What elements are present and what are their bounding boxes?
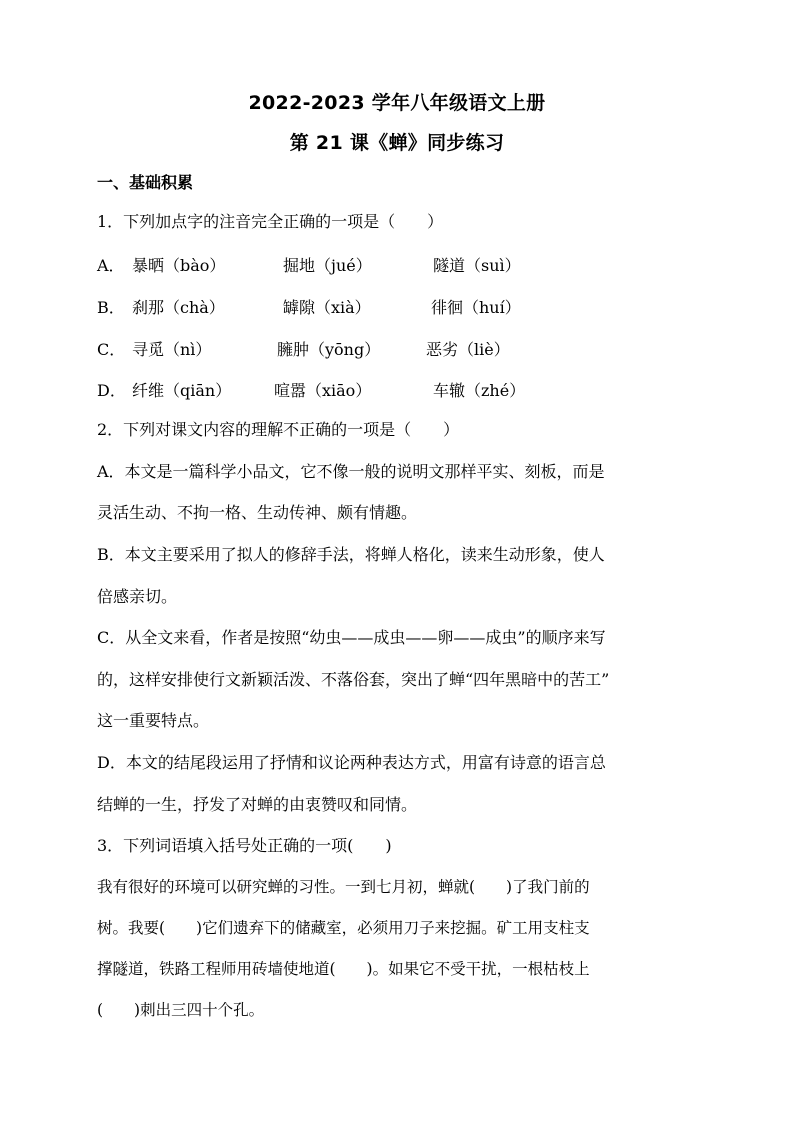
option-item: 隧道（suì）: [433, 256, 521, 275]
question-2-stem: 2．下列对课文内容的理解不正确的一项是（ ）: [97, 420, 460, 439]
option-item: 掘地（jué）: [283, 256, 372, 275]
option-label: D．: [97, 381, 126, 400]
section-heading: 一、基础积累: [97, 173, 194, 192]
option-item: 车辙（zhé）: [433, 381, 526, 400]
option-item: 刹那（chà）: [132, 298, 225, 317]
question-1-stem: 1．下列加点字的注音完全正确的一项是（ ）: [97, 212, 444, 231]
question-2-line: D．本文的结尾段运用了抒情和议论两种表达方式，用富有诗意的语言总: [97, 753, 606, 772]
question-2-line: 结蝉的一生，抒发了对蝉的由衷赞叹和同情。: [97, 795, 418, 814]
passage-line: 树。我要( )它们遗弃下的储藏室，必须用刀子来挖掘。矿工用支柱支: [97, 919, 590, 937]
option-item: 寻觅（nì）: [132, 340, 212, 359]
option-item: 喧嚣（xiāo）: [274, 381, 372, 400]
question-2-line: 的，这样安排使行文新颖活泼、不落俗套，突出了蝉“四年黑暗中的苦工”: [97, 670, 610, 689]
option-label: B．: [97, 298, 125, 317]
passage-line: 我有很好的环境可以研究蝉的习性。一到七月初，蝉就( )了我门前的: [97, 878, 590, 896]
option-label: C．: [97, 340, 126, 359]
question-2-line: 倍感亲切。: [97, 587, 178, 606]
question-2-line: C．从全文来看，作者是按照“幼虫——成虫——卵——成虫”的顺序来写: [97, 628, 606, 647]
document-title: 2022-2023 学年八年级语文上册: [248, 92, 546, 114]
option-item: 罅隙（xià）: [283, 298, 371, 317]
question-2-line: A．本文是一篇科学小品文，它不像一般的说明文那样平实、刻板，而是: [97, 462, 605, 481]
option-item: 恶劣（liè）: [426, 340, 510, 359]
option-item: 纤维（qiān）: [132, 381, 232, 400]
passage-line: ( )刺出三四十个孔。: [97, 1001, 265, 1019]
question-3-stem: 3．下列词语填入括号处正确的一项( ): [97, 836, 392, 855]
option-label: A．: [97, 256, 125, 275]
passage-line: 撑隧道，铁路工程师用砖墙使地道( )。如果它不受干扰，一根枯枝上: [97, 960, 590, 978]
option-item: 徘徊（huí）: [431, 298, 521, 317]
question-2-line: 这一重要特点。: [97, 711, 210, 730]
question-2-line: B．本文主要采用了拟人的修辞手法，将蝉人格化，读来生动形象，使人: [97, 545, 605, 564]
document-subtitle: 第 21 课《蝉》同步练习: [289, 132, 505, 154]
question-2-line: 灵活生动、不拘一格、生动传神、颇有情趣。: [97, 503, 418, 522]
option-item: 臃肿（yōng）: [277, 340, 381, 359]
option-item: 暴晒（bào）: [132, 256, 226, 275]
